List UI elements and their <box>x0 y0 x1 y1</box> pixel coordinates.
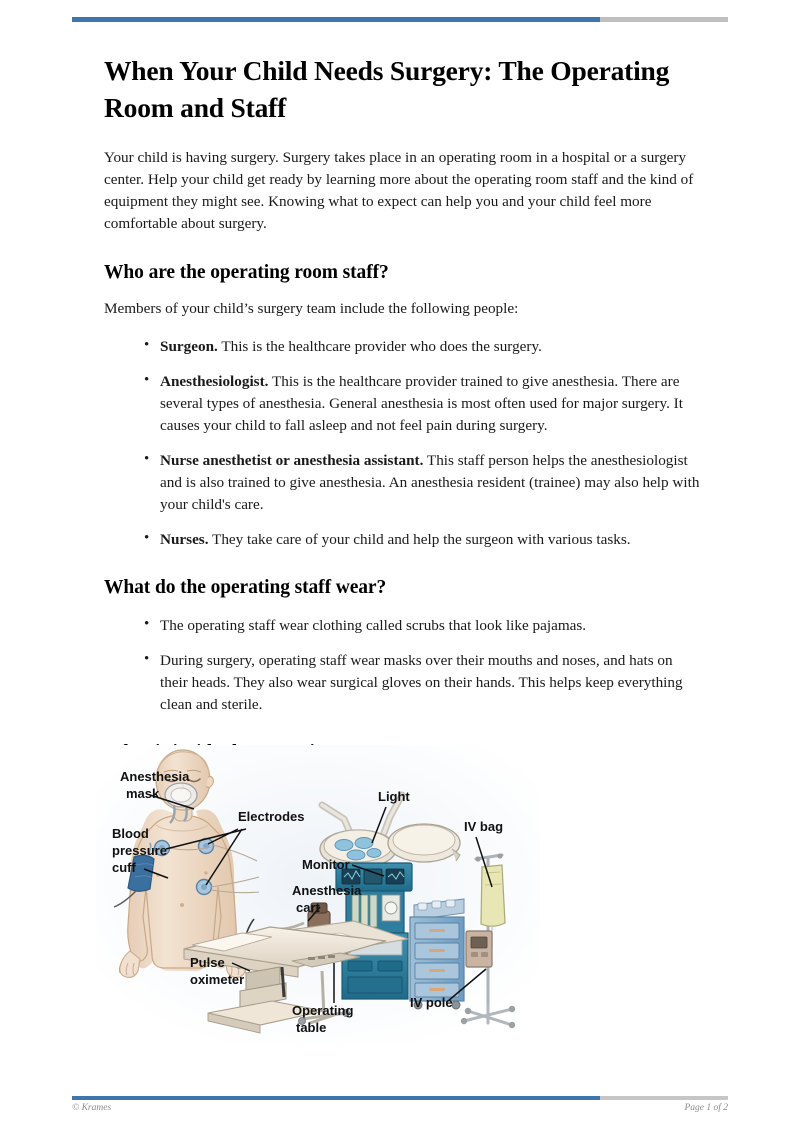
footer-rule-blue-segment <box>72 1096 600 1100</box>
list-item <box>144 450 704 516</box>
list-item <box>144 529 704 551</box>
section-heading: Who are the operating room staff? <box>104 261 389 283</box>
label-monitor: Monitor <box>302 857 350 872</box>
label-anesthesia-cart-line1: Anesthesia <box>292 883 362 898</box>
section-operating-room-staff <box>104 262 704 551</box>
section-lead: Members of your child’s surgery team include the following people: <box>104 299 519 317</box>
label-blood-pressure-line1: Blood <box>112 826 149 841</box>
footer-rule-gray-segment <box>600 1096 728 1100</box>
intro-paragraph: Your child is having surgery. Surgery takes place in an operating room in a hospital or a surgery center. Help your child get ready by learning more about the operating room staff and the kind of equipment they might see. Knowing what to expect can help you and your child feel more comfortable about surgery. <box>104 148 694 233</box>
list-item <box>144 371 704 437</box>
staff-bullet-list <box>104 336 704 551</box>
label-anesthesia-cart-line2: cart <box>296 900 320 915</box>
list-item-term: Anesthesiologist. <box>160 372 269 390</box>
label-blood-pressure-line3: cuff <box>112 860 136 875</box>
list-item-text: This staff person helps the anesthesiologist and is also trained to give anesthesia. An anesthesia resident (trainee) may also help with your child's care. <box>160 451 700 513</box>
header-rule-blue-segment <box>72 17 600 22</box>
page-number: Page 1 of 2 <box>684 1103 728 1113</box>
list-item <box>144 650 704 716</box>
header-rule-gray-segment <box>600 17 728 22</box>
document-content <box>104 52 704 778</box>
list-item <box>144 615 704 637</box>
label-anesthesia-mask-line2: mask <box>126 786 160 801</box>
list-item-text: This is the healthcare provider trained to give anesthesia. There are several types of anesthesia. General anesthesia is most often used for major surgery. It causes your child to fall asleep and not feel pain during surgery. <box>160 372 683 434</box>
label-blood-pressure-line2: pressure <box>112 843 167 858</box>
label-light: Light <box>378 789 410 804</box>
label-operating-table-line2: table <box>296 1020 327 1035</box>
list-item-text: They take care of your child and help the surgeon with various tasks. <box>208 530 631 548</box>
footer <box>72 1103 728 1113</box>
list-item-text: This is the healthcare provider who does the surgery. <box>217 337 542 355</box>
copyright-notice: © Krames <box>72 1103 112 1113</box>
header-rule <box>72 17 728 22</box>
list-item-term: Nurses. <box>160 530 209 548</box>
label-anesthesia-mask-line1: Anesthesia <box>120 769 190 784</box>
list-item-term: Surgeon. <box>160 337 218 355</box>
label-operating-table-line1: Operating <box>292 1003 354 1018</box>
label-pulse-oximeter-line2: oximeter <box>190 972 245 987</box>
label-electrodes: Electrodes <box>238 809 305 824</box>
page-title: When Your Child Needs Surgery: The Operating Room and Staff <box>104 55 670 124</box>
section-operating-staff-wear <box>104 577 704 716</box>
list-item-term: Nurse anesthetist or anesthesia assistant. <box>160 451 424 469</box>
label-iv-bag: IV bag <box>464 819 504 834</box>
attire-bullet-list <box>104 615 704 716</box>
label-iv-pole: IV pole <box>410 995 453 1010</box>
label-pulse-oximeter-line1: Pulse <box>190 955 225 970</box>
operating-room-illustration <box>96 745 540 1045</box>
list-item-text: During surgery, operating staff wear masks over their mouths and noses, and hats on their heads. They also wear surgical gloves on their hands. This helps keep everything clean and sterile. <box>160 651 683 713</box>
list-item <box>144 336 704 358</box>
section-heading: What do the operating staff wear? <box>104 576 387 598</box>
list-item-text: The operating staff wear clothing called scrubs that look like pajamas. <box>160 616 587 634</box>
footer-rule <box>72 1096 728 1100</box>
